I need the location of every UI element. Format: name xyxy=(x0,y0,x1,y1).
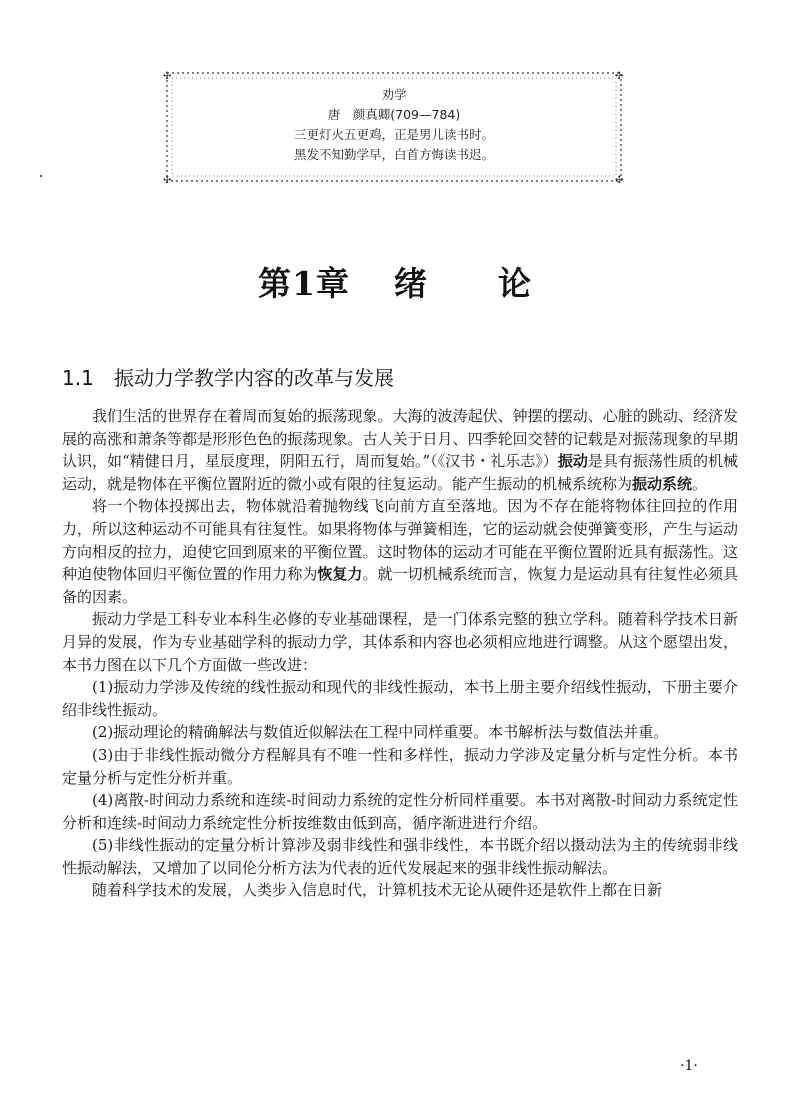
poem-line-2: 黑发不知勤学早，白首方悔读书迟。 xyxy=(293,147,494,162)
paragraph-text: 将一个物体投掷出去，物体就沿着抛物线飞向前方直至落地。因为不存在能将物体往回拉的作用力，所以这种运动不可能具有往复性。如果将物体与弹簧相连，它的运动就会使弹簧变形，产生与运动方向相反的拉力，迫使它回到原来的平衡位置。这时物体的运动才可能在平衡位置附近具有振荡性。这种迫使物体回归平衡位置的作用力称为 xyxy=(62,497,738,584)
list-item: (3)由于非线性振动微分方程解具有不唯一性和多样性，振动力学涉及定量分析与定性分析。本书定量分析与定性分析并重。 xyxy=(62,745,738,787)
chapter-label: 第1章 xyxy=(258,264,350,303)
page-number: ·1· xyxy=(680,1058,698,1074)
svg-text:✣: ✣ xyxy=(615,175,624,185)
list-item: (4)离散-时间动力系统和连续-时间动力系统的定性分析同样重要。本书对离散-时间动力系统定性分析和连续-时间动力系统定性分析按维数由低到高，循序渐进进行介绍。 xyxy=(62,791,738,832)
key-term: 振动系统 xyxy=(632,474,693,493)
poem-frame xyxy=(163,69,625,185)
poem-line-1: 三更灯火五更鸡，正是男儿读书时。 xyxy=(293,127,494,142)
chapter-word-2: 论 xyxy=(497,264,532,303)
paragraph xyxy=(62,495,738,608)
paragraph-text: 。 xyxy=(692,474,708,493)
poem-text xyxy=(163,85,625,165)
chapter-word-1: 绪 xyxy=(393,264,428,303)
section-title: 振动力学教学内容的改革与发展 xyxy=(114,366,394,390)
paragraph: 随着科学技术的发展，人类步入信息时代，计算机技术无论从硬件还是软件上都在日新 xyxy=(92,881,663,900)
poem-title: 劝学 xyxy=(381,87,407,102)
chapter-title xyxy=(0,258,790,305)
key-term: 恢复力 xyxy=(317,565,363,584)
paragraph xyxy=(62,405,738,495)
paragraph-text: 。就一切机械系统而言，恢复力是运动具有往复性必须具备的因素。 xyxy=(62,565,738,606)
body-text xyxy=(62,405,738,902)
key-term: 振动 xyxy=(557,452,588,471)
section-heading xyxy=(62,362,394,391)
scan-speck xyxy=(40,175,42,177)
list-item: (2)振动理论的精确解法与数值近似解法在工程中同样重要。本书解析法与数值法并重。 xyxy=(92,723,669,742)
section-number: 1.1 xyxy=(62,366,94,390)
paragraph-text: 我们生活的世界存在着周而复始的振荡现象。大海的波涛起伏、钟摆的摆动、心脏的跳动、经济发展的高涨和萧条等都是形形色色的振荡现象。古人关于日月、四季轮回交替的记载是对振荡现象的早期认识，如“精健日月，星辰度理，阴阳五行，周而复始。”（《汉书・礼乐志》） xyxy=(62,407,738,471)
paragraph-text: 是具有振荡性质的机械运动，就是物体在平衡位置附近的微小或有限的往复运动。能产生振动的机械系统称为 xyxy=(62,452,738,493)
paragraph: 振动力学是工科专业本科生必修的专业基础课程，是一门体系完整的独立学科。随着科学技术日新月异的发展，作为专业基础学科的振动力学，其体系和内容也必须相应地进行调整。从这个愿望出发，本书力图在以下几个方面做一些改进： xyxy=(62,610,738,674)
list-item: (1)振动力学涉及传统的线性振动和现代的非线性振动，本书上册主要介绍线性振动，下册主要介绍非线性振动。 xyxy=(62,678,738,719)
svg-text:✣: ✣ xyxy=(615,71,624,82)
svg-text:✣: ✣ xyxy=(163,71,172,82)
svg-text:✣: ✣ xyxy=(163,175,172,185)
list-item: (5)非线性振动的定量分析计算涉及弱非线性和强非线性，本书既介绍以摄动法为主的传统弱非线性振动解法，又增加了以同伦分析方法为代表的近代发展起来的强非线性振动解法。 xyxy=(62,836,738,877)
poem-author: 唐 颜真卿(709—784) xyxy=(327,107,461,122)
